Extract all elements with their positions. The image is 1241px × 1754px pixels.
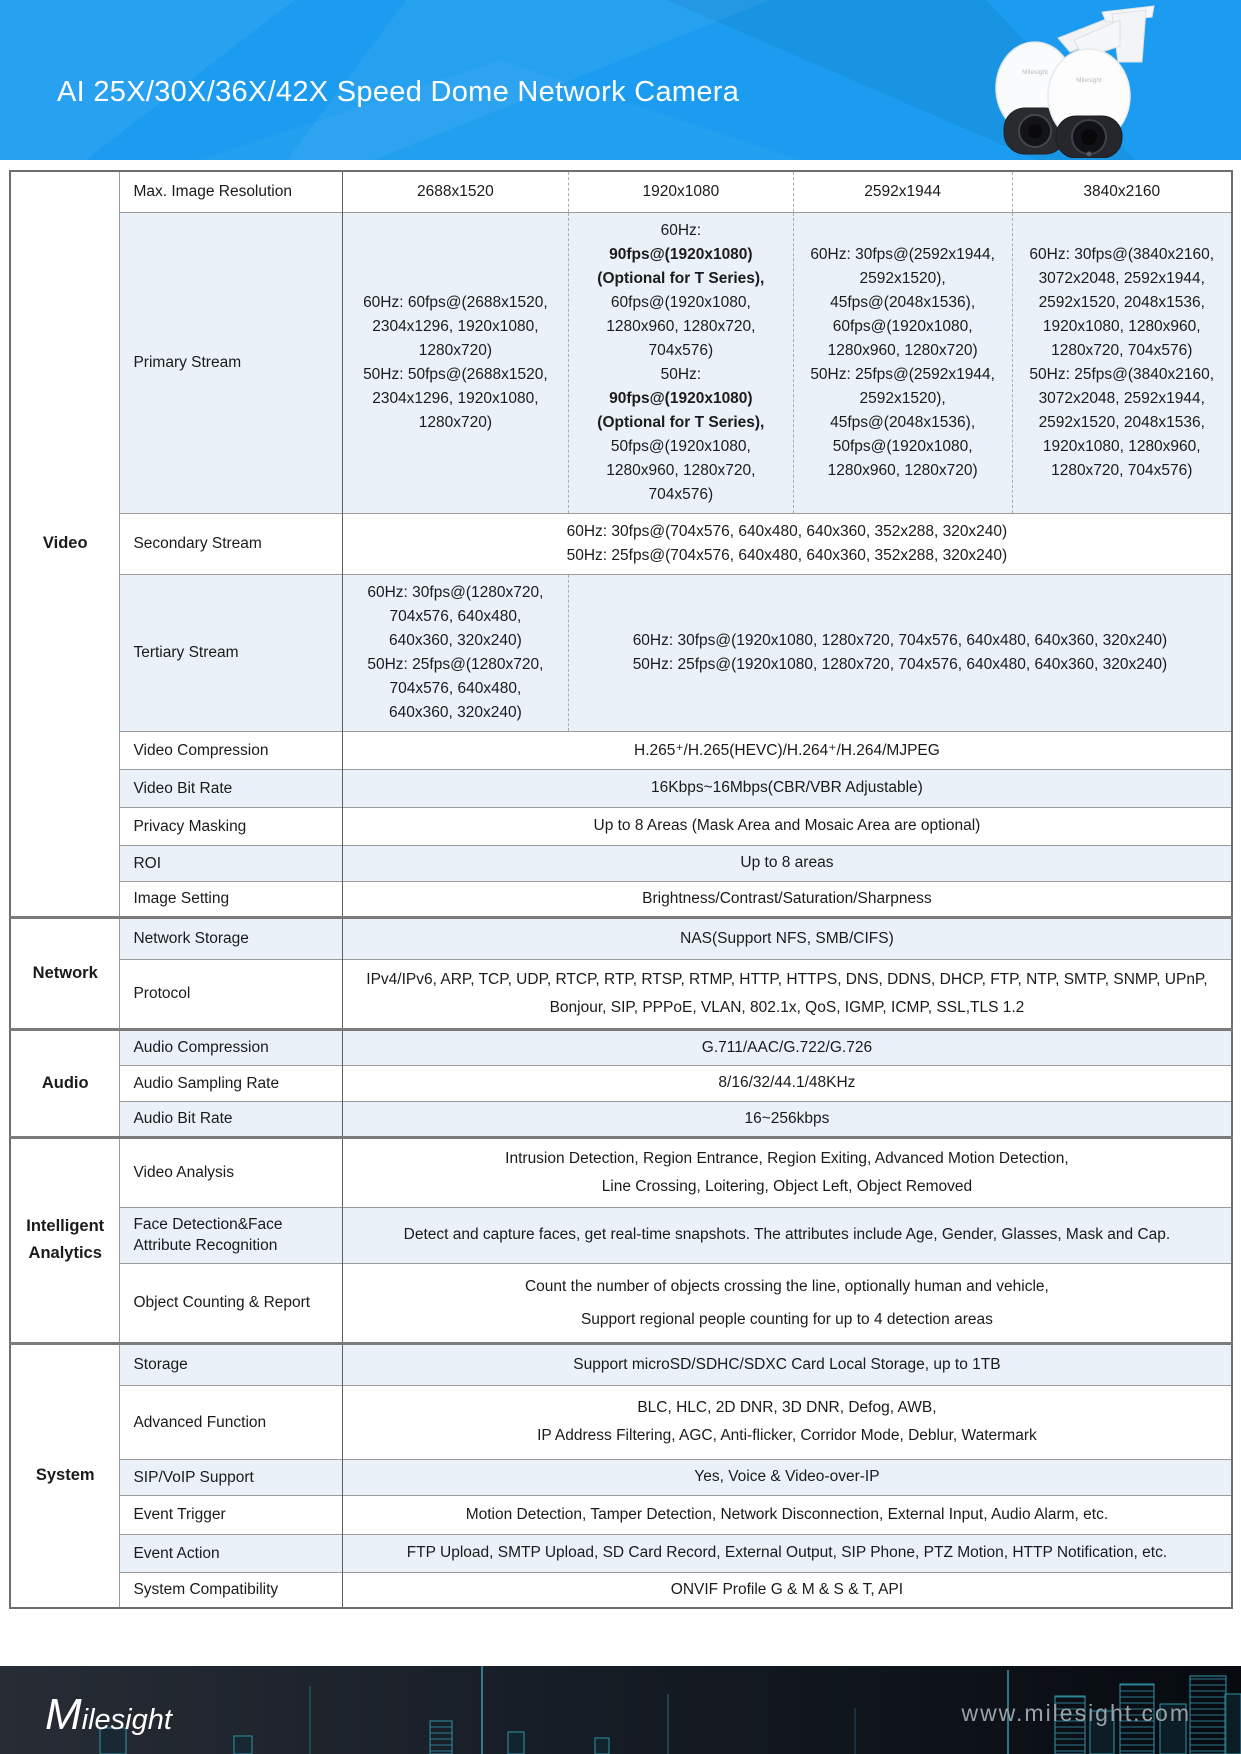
value-cell: BLC, HLC, 2D DNR, 3D DNR, Defog, AWB, IP Address Filtering, AGC, Anti-flicker, Corridor Mode, Deblur, Watermark <box>342 1385 1232 1459</box>
value-cell: 60Hz: 30fps@(3840x2160, 3072x2048, 2592x1944, 2592x1520, 2048x1536, 1920x1080, 1280x960, 1280x720, 704x576) 50Hz: 25fps@(3840x2160, 3072x2048, 2592x1944, 2592x1520, 2048x1536, 1920x1080, 1280x960, 1280x720, 704x576) <box>1012 212 1232 513</box>
property-cell: Audio Bit Rate <box>120 1101 342 1137</box>
value-cell: Intrusion Detection, Region Entrance, Region Exiting, Advanced Motion Detection, Line Crossing, Loitering, Object Left, Object Removed <box>342 1137 1232 1207</box>
value-cell: 2688x1520 <box>342 171 568 212</box>
value-cell: 16~256kbps <box>342 1101 1232 1137</box>
milesight-logo: Milesight <box>45 1690 172 1739</box>
value-cell: Up to 8 areas <box>342 845 1232 881</box>
table-row <box>10 574 1232 731</box>
property-cell: Audio Sampling Rate <box>120 1065 342 1101</box>
table-row <box>10 1065 1232 1101</box>
website-url[interactable]: www.milesight.com <box>961 1700 1191 1726</box>
value-cell: 60Hz: 30fps@(1920x1080, 1280x720, 704x576, 640x480, 640x360, 320x240) 50Hz: 25fps@(1920x1080, 1280x720, 704x576, 640x480, 640x360, 320x240) <box>568 574 1232 731</box>
property-cell: Event Action <box>120 1534 342 1572</box>
table-row <box>10 1101 1232 1137</box>
property-cell: Primary Stream <box>120 212 342 513</box>
category-cell-audio: Audio <box>10 1029 120 1137</box>
property-cell: Network Storage <box>120 917 342 959</box>
category-cell-system: System <box>10 1343 120 1608</box>
value-cell: FTP Upload, SMTP Upload, SD Card Record, External Output, SIP Phone, PTZ Motion, HTTP Notification, etc. <box>342 1534 1232 1572</box>
value-cell: Yes, Voice & Video-over-IP <box>342 1459 1232 1495</box>
table-row <box>10 1572 1232 1608</box>
property-cell: Privacy Masking <box>120 807 342 845</box>
property-cell: Tertiary Stream <box>120 574 342 731</box>
table-row <box>10 731 1232 769</box>
value-cell: Motion Detection, Tamper Detection, Network Disconnection, External Input, Audio Alarm, etc. <box>342 1495 1232 1534</box>
value-cell: IPv4/IPv6, ARP, TCP, UDP, RTCP, RTP, RTSP, RTMP, HTTP, HTTPS, DNS, DDNS, DHCP, FTP, NTP, SMTP, SNMP, UPnP, Bonjour, SIP, PPPoE, VLAN, 802.1x, QoS, IGMP, ICMP, SSL,TLS 1.2 <box>342 959 1232 1029</box>
value-cell: G.711/AAC/G.722/G.726 <box>342 1029 1232 1065</box>
table-row <box>10 1137 1232 1207</box>
property-cell: Event Trigger <box>120 1495 342 1534</box>
property-cell: Advanced Function <box>120 1385 342 1459</box>
table-row <box>10 171 1232 212</box>
property-cell: Image Setting <box>120 881 342 917</box>
table-row <box>10 845 1232 881</box>
spec-table-container <box>9 170 1233 1609</box>
page-title: AI 25X/30X/36X/42X Speed Dome Network Camera <box>57 76 740 109</box>
header-banner <box>0 0 1241 160</box>
table-row <box>10 1459 1232 1495</box>
property-cell: Protocol <box>120 959 342 1029</box>
property-cell: System Compatibility <box>120 1572 342 1608</box>
value-cell: Brightness/Contrast/Saturation/Sharpness <box>342 881 1232 917</box>
value-cell: 60Hz: 30fps@(2592x1944, 2592x1520), 45fps@(2048x1536), 60fps@(1920x1080, 1280x960, 1280x720) 50Hz: 25fps@(2592x1944, 2592x1520), 45fps@(2048x1536), 50fps@(1920x1080, 1280x960, 1280x720) <box>793 212 1012 513</box>
value-cell: NAS(Support NFS, SMB/CIFS) <box>342 917 1232 959</box>
property-cell: SIP/VoIP Support <box>120 1459 342 1495</box>
table-row <box>10 917 1232 959</box>
value-cell: 60Hz: 30fps@(704x576, 640x480, 640x360, 352x288, 320x240) 50Hz: 25fps@(704x576, 640x480, 640x360, 352x288, 320x240) <box>342 513 1232 574</box>
value-cell: Count the number of objects crossing the line, optionally human and vehicle, Support regional people counting for up to 4 detection areas <box>342 1263 1232 1343</box>
table-row <box>10 959 1232 1029</box>
property-cell: Audio Compression <box>120 1029 342 1065</box>
table-row <box>10 1385 1232 1459</box>
value-cell: 1920x1080 <box>568 171 793 212</box>
table-row <box>10 1029 1232 1065</box>
speed-dome-camera-image <box>982 4 1157 158</box>
property-cell: Video Compression <box>120 731 342 769</box>
svg-text:Milesight: Milesight <box>1022 69 1048 76</box>
value-cell: 60Hz: 60fps@(2688x1520, 2304x1296, 1920x1080, 1280x720) 50Hz: 50fps@(2688x1520, 2304x1296, 1920x1080, 1280x720) <box>342 212 568 513</box>
value-cell: 8/16/32/44.1/48KHz <box>342 1065 1232 1101</box>
table-row <box>10 769 1232 807</box>
table-row <box>10 1263 1232 1343</box>
property-cell: Secondary Stream <box>120 513 342 574</box>
property-cell: Face Detection&Face Attribute Recognition <box>120 1207 342 1263</box>
value-cell: 60Hz: 30fps@(1280x720, 704x576, 640x480, 640x360, 320x240) 50Hz: 25fps@(1280x720, 704x576, 640x480, 640x360, 320x240) <box>342 574 568 731</box>
table-row <box>10 1207 1232 1263</box>
table-row <box>10 1534 1232 1572</box>
category-cell-network: Network <box>10 917 120 1029</box>
value-cell: 60Hz: 90fps@(1920x1080) (Optional for T Series), 60fps@(1920x1080, 1280x960, 1280x720, 704x576) 50Hz: 90fps@(1920x1080) (Optional for T Series), 50fps@(1920x1080, 1280x960, 1280x720, 704x576) <box>568 212 793 513</box>
spec-table <box>9 170 1233 1609</box>
table-row <box>10 1495 1232 1534</box>
property-cell: Video Bit Rate <box>120 769 342 807</box>
value-cell: ONVIF Profile G & M & S & T, API <box>342 1572 1232 1608</box>
value-cell: H.265⁺/H.265(HEVC)/H.264⁺/H.264/MJPEG <box>342 731 1232 769</box>
category-cell-intelligent-analytics: Intelligent Analytics <box>10 1137 120 1343</box>
property-cell: Storage <box>120 1343 342 1385</box>
table-row <box>10 1343 1232 1385</box>
value-cell: 2592x1944 <box>793 171 1012 212</box>
value-cell: Support microSD/SDHC/SDXC Card Local Storage, up to 1TB <box>342 1343 1232 1385</box>
value-cell: 3840x2160 <box>1012 171 1232 212</box>
category-cell-video: Video <box>10 171 120 917</box>
table-row <box>10 881 1232 917</box>
banner-facet <box>140 60 860 160</box>
value-cell: Detect and capture faces, get real-time snapshots. The attributes include Age, Gender, Glasses, Mask and Cap. <box>342 1207 1232 1263</box>
footer-banner <box>0 1666 1241 1754</box>
property-cell: ROI <box>120 845 342 881</box>
property-cell: Max. Image Resolution <box>120 171 342 212</box>
property-cell: Object Counting & Report <box>120 1263 342 1343</box>
value-cell: 16Kbps~16Mbps(CBR/VBR Adjustable) <box>342 769 1232 807</box>
value-cell: Up to 8 Areas (Mask Area and Mosaic Area are optional) <box>342 807 1232 845</box>
table-row <box>10 513 1232 574</box>
property-cell: Video Analysis <box>120 1137 342 1207</box>
table-row <box>10 807 1232 845</box>
table-row <box>10 212 1232 513</box>
svg-text:Milesight: Milesight <box>1076 77 1102 84</box>
